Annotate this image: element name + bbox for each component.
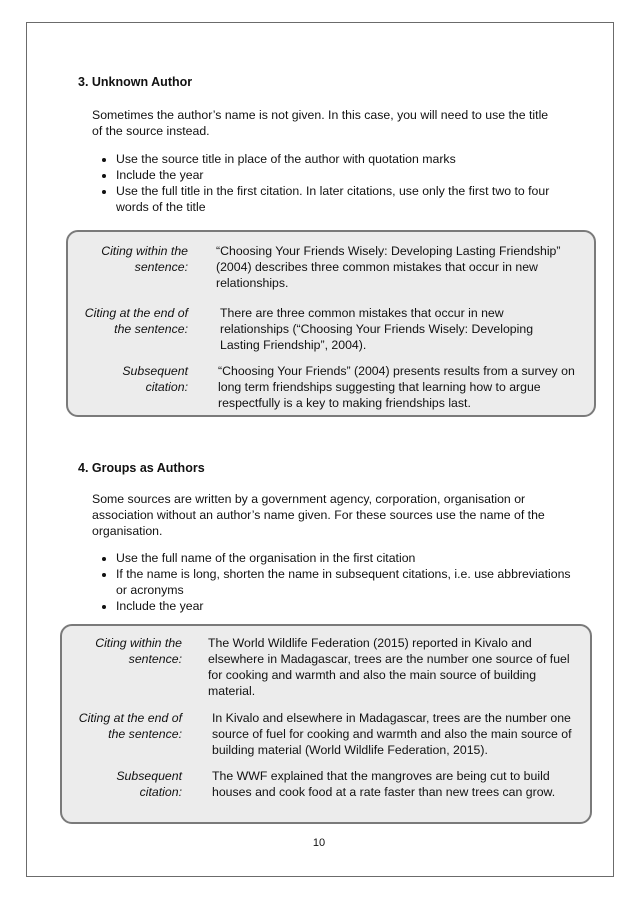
citation-example-end: In Kivalo and elsewhere in Madagascar, trees are the number one source of fuel for cooking and warmth and also the main source of building material (World Wildlife Federation, 2015). [212, 711, 572, 757]
citation-example-subsequent: “Choosing Your Friends” (2004) presents results from a survey on long term friendships suggesting that learning how to argue respectfully is a key to making friendships last. [218, 364, 575, 410]
list-item: • Include the year [116, 167, 576, 183]
section-4-bullet-list [92, 550, 576, 614]
section-4-intro: Some sources are written by a government agency, corporation, organisation or association without an author’s name given. For these sources use the name of the organisation. [92, 492, 545, 538]
list-item: • Use the source title in place of the author with quotation marks [116, 151, 576, 167]
citation-label-subsequent: Subsequent citation: [122, 364, 188, 394]
citation-label-subsequent: Subsequent citation: [116, 769, 182, 799]
section-4-heading: 4. Groups as Authors [78, 461, 205, 475]
section-3-heading: 3. Unknown Author [78, 75, 193, 89]
citation-label-end: Citing at the end of the sentence: [84, 306, 188, 336]
section-4-citation-box [60, 624, 592, 824]
citation-example-within: The World Wildlife Federation (2015) reported in Kivalo and elsewhere in Madagascar, trees are the number one source of fuel for cooking and warmth and also the main source of building material. [208, 636, 570, 698]
list-item: • Use the full name of the organisation in the first citation [116, 550, 576, 566]
list-item: • Use the full title in the first citation. In later citations, use only the first two to four words of the title [116, 183, 576, 215]
citation-example-subsequent: The WWF explained that the mangroves are being cut to build houses and cook food at a rate faster than new trees can grow. [212, 769, 556, 799]
citation-label-end: Citing at the end of the sentence: [78, 711, 182, 741]
list-item: • Include the year [116, 598, 576, 614]
list-item: • If the name is long, shorten the name in subsequent citations, i.e. use abbreviations or acronyms [116, 566, 576, 598]
citation-example-end: There are three common mistakes that occur in new relationships (“Choosing Your Friends Wisely: Developing Lasting Friendship”, 2004). [220, 306, 534, 352]
section-3-intro: Sometimes the author’s name is not given. In this case, you will need to use the title of the source instead. [92, 108, 549, 138]
section-3-bullet-list [92, 151, 576, 215]
page-number: 10 [312, 837, 326, 849]
citation-label-within: Citing within the sentence: [101, 244, 188, 274]
citation-example-within: “Choosing Your Friends Wisely: Developing Lasting Friendship” (2004) describes three common mistakes that occur in new relationships. [216, 244, 561, 290]
citation-label-within: Citing within the sentence: [95, 636, 182, 666]
section-3-citation-box [66, 230, 596, 417]
